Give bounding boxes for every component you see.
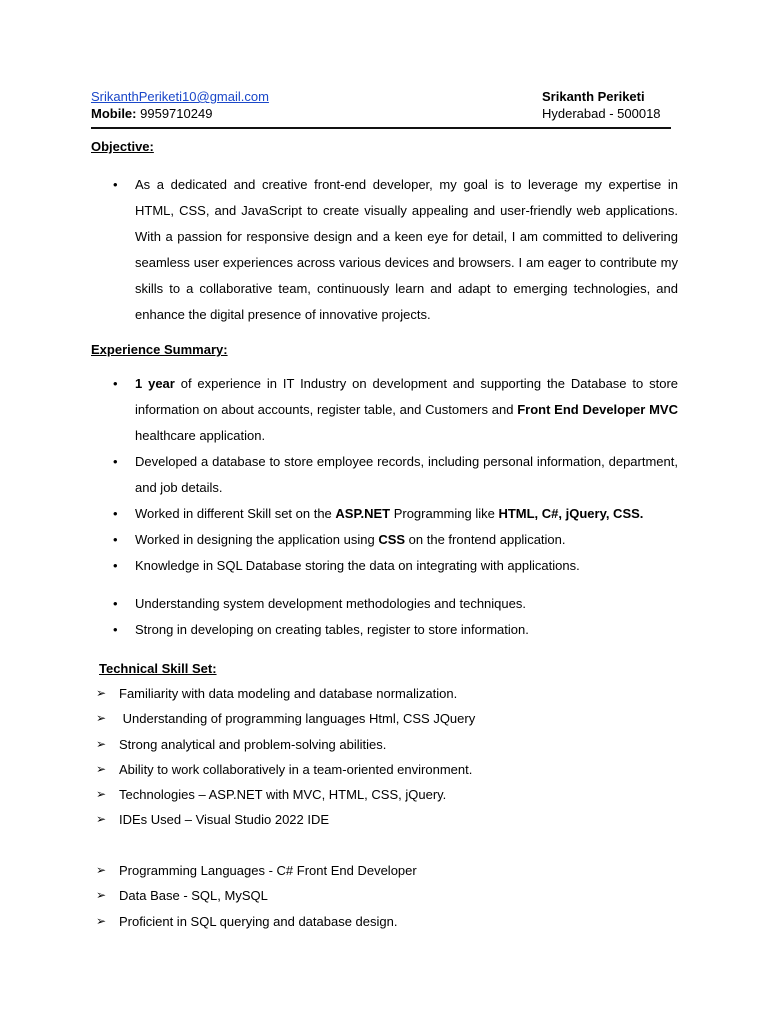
bullet-icon: •	[113, 177, 118, 192]
list-item	[91, 591, 678, 617]
arrow-bullet-icon: ➢	[96, 913, 107, 928]
list-item	[96, 862, 676, 887]
arrow-bullet-icon: ➢	[96, 787, 107, 802]
list-item	[91, 172, 678, 328]
skill-text: Familiarity with data modeling and database normalization.	[119, 686, 458, 701]
list-item	[91, 617, 678, 643]
experience-title: Experience Summary:	[91, 342, 228, 357]
arrow-bullet-icon: ➢	[96, 711, 107, 726]
experience-text: Knowledge in SQL Database storing the data on integrating with applications.	[135, 558, 580, 573]
experience-text: on the frontend application.	[405, 532, 566, 547]
experience-years: 1 year	[135, 376, 175, 391]
experience-tech: ASP.NET	[335, 506, 391, 521]
bullet-icon: •	[113, 454, 118, 469]
list-item	[96, 736, 676, 761]
bullet-icon: •	[113, 558, 118, 573]
list-item	[96, 887, 676, 912]
skill-text: Programming Languages - C# Front End Developer	[119, 863, 417, 878]
experience-list	[91, 371, 678, 579]
bullet-icon: •	[113, 622, 118, 637]
bullet-icon: •	[113, 596, 118, 611]
arrow-bullet-icon: ➢	[96, 812, 107, 827]
email-link[interactable]: SrikanthPeriketi10@gmail.com	[91, 89, 269, 104]
experience-role: Front End Developer MVC	[517, 402, 678, 417]
experience-text: Programming like	[390, 506, 499, 521]
bullet-icon: •	[113, 376, 118, 391]
objective-list	[91, 172, 678, 328]
arrow-bullet-icon: ➢	[96, 888, 107, 903]
arrow-bullet-icon: ➢	[96, 686, 107, 700]
objective-title: Objective:	[91, 139, 154, 154]
bullet-icon: •	[113, 506, 118, 521]
experience-tech: CSS	[378, 532, 406, 547]
list-item	[91, 501, 678, 527]
skill-text: IDEs Used – Visual Studio 2022 IDE	[119, 812, 330, 828]
list-item	[96, 786, 676, 811]
experience-tech: HTML, C#, jQuery, CSS.	[498, 506, 644, 521]
list-item	[91, 527, 678, 553]
arrow-bullet-icon: ➢	[96, 863, 107, 877]
name-block	[542, 88, 661, 122]
experience-text: of experience in IT Industry on development and supporting the Database to store information on about accounts, register table, and Customers and	[135, 376, 679, 417]
experience-text: Understanding system development methodologies and techniques.	[135, 596, 526, 611]
experience-text: Developed a database to store employee records, including personal information, department, and job details.	[135, 454, 678, 495]
list-item	[91, 553, 678, 579]
mobile-label: Mobile:	[91, 106, 137, 121]
candidate-name: Srikanth Periketi	[542, 89, 645, 104]
bullet-icon: •	[113, 532, 118, 547]
contact-block	[91, 88, 269, 122]
skill-text: Data Base - SQL, MySQL	[119, 888, 268, 904]
header-divider	[91, 127, 671, 129]
skill-text: Ability to work collaboratively in a team-oriented environment.	[119, 761, 473, 777]
skill-text: Technologies – ASP.NET with MVC, HTML, CSS, jQuery.	[119, 787, 447, 803]
arrow-bullet-icon: ➢	[96, 736, 107, 751]
experience-text: Worked in designing the application using	[135, 532, 379, 547]
skills-title: Technical Skill Set:	[99, 661, 217, 676]
list-item	[96, 710, 676, 735]
skills-list	[96, 685, 676, 837]
experience-text: Worked in different Skill set on the	[135, 506, 336, 521]
skills-list-continued	[96, 862, 676, 938]
mobile-value: 9959710249	[140, 106, 213, 121]
experience-text: Strong in developing on creating tables, register to store information.	[135, 622, 529, 637]
candidate-location: Hyderabad - 500018	[542, 106, 661, 121]
experience-list-continued	[91, 591, 678, 643]
skill-text: Understanding of programming languages Html, CSS JQuery	[119, 711, 476, 727]
skill-text: Strong analytical and problem-solving abilities.	[119, 736, 387, 752]
list-item	[96, 811, 676, 836]
skill-text: Proficient in SQL querying and database design.	[119, 913, 398, 929]
arrow-bullet-icon: ➢	[96, 761, 107, 776]
list-item	[96, 761, 676, 786]
objective-text: As a dedicated and creative front-end developer, my goal is to leverage my expertise in HTML, CSS, and JavaScript to create visually appealing and user-friendly web applications. With a passion for responsive design and a keen eye for detail, I am committed to delivering seamless user experiences across various devices and browsers. I am eager to contribute my skills to a collaborative team, continuously learn and adapt to emerging technologies, and enhance the digital presence of innovative projects.	[135, 177, 678, 322]
list-item	[96, 685, 676, 710]
list-item	[96, 913, 676, 938]
list-item	[91, 449, 678, 501]
experience-text: healthcare application.	[135, 428, 266, 443]
list-item	[91, 371, 678, 449]
